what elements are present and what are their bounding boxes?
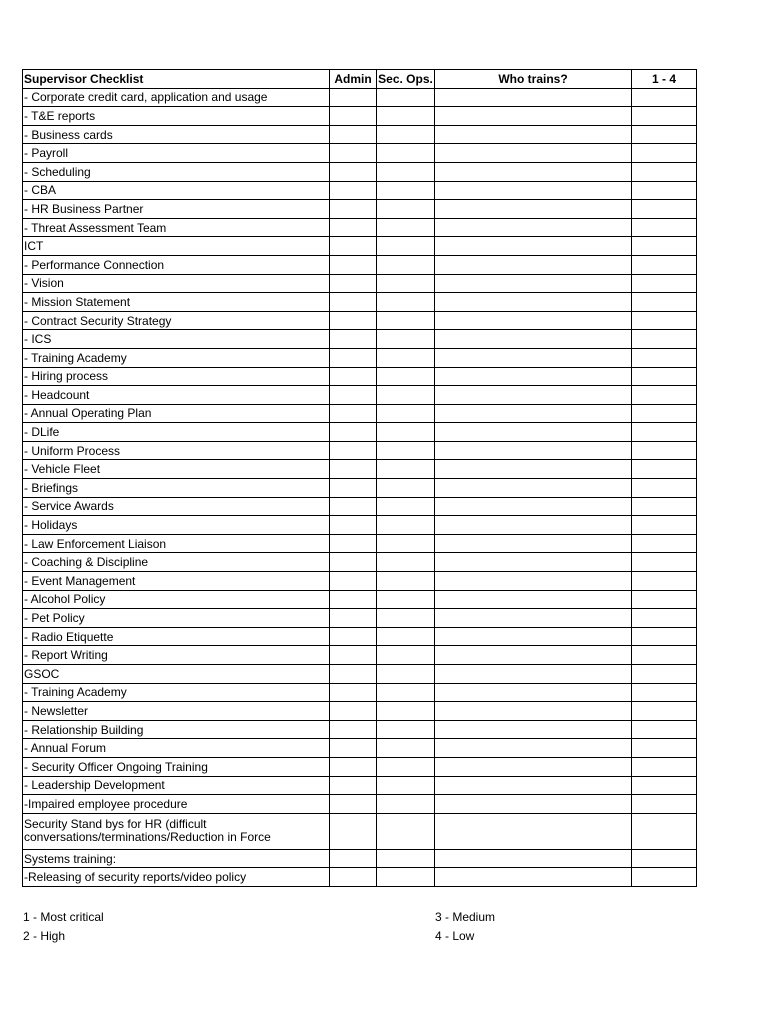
header-who-trains: Who trains? — [435, 70, 632, 89]
table-row — [23, 590, 697, 609]
checklist-item-label: - Performance Connection — [23, 255, 330, 274]
sec-ops-cell[interactable] — [377, 274, 435, 293]
admin-cell[interactable] — [330, 311, 377, 330]
sec-ops-cell[interactable] — [377, 646, 435, 665]
admin-cell[interactable] — [330, 572, 377, 591]
rating-cell[interactable] — [632, 162, 697, 181]
admin-cell[interactable] — [330, 627, 377, 646]
checklist-item-label: - Service Awards — [23, 497, 330, 516]
who-trains-cell[interactable] — [435, 479, 632, 498]
table-row — [23, 274, 697, 293]
rating-cell[interactable] — [632, 795, 697, 814]
rating-cell[interactable] — [632, 330, 697, 349]
admin-cell[interactable] — [330, 868, 377, 887]
table-row — [23, 757, 697, 776]
header-admin: Admin — [330, 70, 377, 89]
checklist-body — [23, 88, 697, 886]
table-row — [23, 572, 697, 591]
who-trains-cell[interactable] — [435, 720, 632, 739]
checklist-item-label: - Law Enforcement Liaison — [23, 534, 330, 553]
rating-cell[interactable] — [632, 274, 697, 293]
who-trains-cell[interactable] — [435, 404, 632, 423]
admin-cell[interactable] — [330, 609, 377, 628]
admin-cell[interactable] — [330, 237, 377, 256]
checklist-item-label: - Headcount — [23, 386, 330, 405]
who-trains-cell[interactable] — [435, 553, 632, 572]
rating-cell[interactable] — [632, 255, 697, 274]
rating-cell[interactable] — [632, 293, 697, 312]
table-row — [23, 367, 697, 386]
checklist-item-label: - Payroll — [23, 144, 330, 163]
admin-cell[interactable] — [330, 757, 377, 776]
admin-cell[interactable] — [330, 330, 377, 349]
table-row — [23, 144, 697, 163]
sec-ops-cell[interactable] — [377, 88, 435, 107]
rating-cell[interactable] — [632, 386, 697, 405]
who-trains-cell[interactable] — [435, 590, 632, 609]
legend-item: 4 - Low — [435, 929, 475, 943]
rating-cell[interactable] — [632, 553, 697, 572]
checklist-item-label: - Vehicle Fleet — [23, 460, 330, 479]
table-row — [23, 404, 697, 423]
rating-cell[interactable] — [632, 218, 697, 237]
rating-cell[interactable] — [632, 237, 697, 256]
sec-ops-cell[interactable] — [377, 627, 435, 646]
rating-cell[interactable] — [632, 460, 697, 479]
table-row — [23, 516, 697, 535]
sec-ops-cell[interactable] — [377, 125, 435, 144]
rating-cell[interactable] — [632, 181, 697, 200]
checklist-item-label: -Impaired employee procedure — [23, 795, 330, 814]
admin-cell[interactable] — [330, 107, 377, 126]
sec-ops-cell[interactable] — [377, 311, 435, 330]
sec-ops-cell[interactable] — [377, 849, 435, 868]
rating-cell[interactable] — [632, 88, 697, 107]
table-row — [23, 813, 697, 849]
checklist-item-label: - Radio Etiquette — [23, 627, 330, 646]
legend-left — [23, 908, 104, 946]
table-row — [23, 181, 697, 200]
who-trains-cell[interactable] — [435, 386, 632, 405]
who-trains-cell[interactable] — [435, 181, 632, 200]
who-trains-cell[interactable] — [435, 627, 632, 646]
who-trains-cell[interactable] — [435, 868, 632, 887]
rating-cell[interactable] — [632, 739, 697, 758]
table-row — [23, 200, 697, 219]
who-trains-cell[interactable] — [435, 125, 632, 144]
checklist-item-label: Security Stand bys for HR (difficult conversations/terminations/Reduction in Force — [23, 813, 330, 849]
table-row — [23, 107, 697, 126]
who-trains-cell[interactable] — [435, 776, 632, 795]
checklist-item-label: - Coaching & Discipline — [23, 553, 330, 572]
table-row — [23, 441, 697, 460]
table-row — [23, 720, 697, 739]
admin-cell[interactable] — [330, 665, 377, 684]
checklist-item-label: -Releasing of security reports/video policy — [23, 868, 330, 887]
admin-cell[interactable] — [330, 516, 377, 535]
rating-cell[interactable] — [632, 868, 697, 887]
table-row — [23, 609, 697, 628]
sec-ops-cell[interactable] — [377, 702, 435, 721]
admin-cell[interactable] — [330, 386, 377, 405]
sec-ops-cell[interactable] — [377, 218, 435, 237]
sec-ops-cell[interactable] — [377, 423, 435, 442]
admin-cell[interactable] — [330, 218, 377, 237]
sec-ops-cell[interactable] — [377, 293, 435, 312]
header-rating: 1 - 4 — [632, 70, 697, 89]
rating-cell[interactable] — [632, 144, 697, 163]
table-row — [23, 162, 697, 181]
rating-cell[interactable] — [632, 423, 697, 442]
admin-cell[interactable] — [330, 590, 377, 609]
checklist-item-label: - CBA — [23, 181, 330, 200]
sec-ops-cell[interactable] — [377, 683, 435, 702]
admin-cell[interactable] — [330, 200, 377, 219]
admin-cell[interactable] — [330, 720, 377, 739]
admin-cell[interactable] — [330, 255, 377, 274]
rating-cell[interactable] — [632, 479, 697, 498]
sec-ops-cell[interactable] — [377, 516, 435, 535]
checklist-item-label: - Vision — [23, 274, 330, 293]
admin-cell[interactable] — [330, 479, 377, 498]
sec-ops-cell[interactable] — [377, 181, 435, 200]
table-row — [23, 386, 697, 405]
sec-ops-cell[interactable] — [377, 237, 435, 256]
sec-ops-cell[interactable] — [377, 162, 435, 181]
checklist-item-label: - DLife — [23, 423, 330, 442]
sec-ops-cell[interactable] — [377, 776, 435, 795]
sec-ops-cell[interactable] — [377, 665, 435, 684]
sec-ops-cell[interactable] — [377, 813, 435, 849]
legend-item: 2 - High — [23, 929, 66, 943]
who-trains-cell[interactable] — [435, 702, 632, 721]
who-trains-cell[interactable] — [435, 311, 632, 330]
who-trains-cell[interactable] — [435, 665, 632, 684]
rating-cell[interactable] — [632, 348, 697, 367]
who-trains-cell[interactable] — [435, 609, 632, 628]
checklist-item-label: - Corporate credit card, application and usage — [23, 88, 330, 107]
rating-cell[interactable] — [632, 404, 697, 423]
checklist-item-label: - Pet Policy — [23, 609, 330, 628]
checklist-item-label: - Holidays — [23, 516, 330, 535]
checklist-item-label: - Annual Forum — [23, 739, 330, 758]
rating-cell[interactable] — [632, 534, 697, 553]
sec-ops-cell[interactable] — [377, 553, 435, 572]
checklist-item-label: - Contract Security Strategy — [23, 311, 330, 330]
who-trains-cell[interactable] — [435, 200, 632, 219]
checklist-item-label: - Newsletter — [23, 702, 330, 721]
admin-cell[interactable] — [330, 813, 377, 849]
who-trains-cell[interactable] — [435, 367, 632, 386]
rating-cell[interactable] — [632, 720, 697, 739]
checklist-item-label: - T&E reports — [23, 107, 330, 126]
checklist-item-label: - Annual Operating Plan — [23, 404, 330, 423]
table-row — [23, 739, 697, 758]
sec-ops-cell[interactable] — [377, 609, 435, 628]
table-row — [23, 330, 697, 349]
sec-ops-cell[interactable] — [377, 460, 435, 479]
table-row — [23, 255, 697, 274]
admin-cell[interactable] — [330, 460, 377, 479]
rating-cell[interactable] — [632, 107, 697, 126]
sec-ops-cell[interactable] — [377, 367, 435, 386]
admin-cell[interactable] — [330, 776, 377, 795]
sec-ops-cell[interactable] — [377, 497, 435, 516]
table-row — [23, 683, 697, 702]
admin-cell[interactable] — [330, 348, 377, 367]
admin-cell[interactable] — [330, 144, 377, 163]
table-row — [23, 88, 697, 107]
rating-cell[interactable] — [632, 702, 697, 721]
sec-ops-cell[interactable] — [377, 739, 435, 758]
table-row — [23, 534, 697, 553]
admin-cell[interactable] — [330, 646, 377, 665]
who-trains-cell[interactable] — [435, 795, 632, 814]
checklist-item-label: - Mission Statement — [23, 293, 330, 312]
checklist-item-label: - Training Academy — [23, 683, 330, 702]
table-row — [23, 460, 697, 479]
who-trains-cell[interactable] — [435, 757, 632, 776]
supervisor-checklist-table — [22, 69, 697, 887]
table-row — [23, 849, 697, 868]
admin-cell[interactable] — [330, 534, 377, 553]
rating-cell[interactable] — [632, 776, 697, 795]
table-row — [23, 237, 697, 256]
who-trains-cell[interactable] — [435, 348, 632, 367]
rating-cell[interactable] — [632, 813, 697, 849]
who-trains-cell[interactable] — [435, 88, 632, 107]
who-trains-cell[interactable] — [435, 441, 632, 460]
admin-cell[interactable] — [330, 293, 377, 312]
sec-ops-cell[interactable] — [377, 590, 435, 609]
admin-cell[interactable] — [330, 88, 377, 107]
admin-cell[interactable] — [330, 423, 377, 442]
checklist-item-label: Systems training: — [23, 849, 330, 868]
who-trains-cell[interactable] — [435, 218, 632, 237]
who-trains-cell[interactable] — [435, 144, 632, 163]
table-row — [23, 627, 697, 646]
sec-ops-cell[interactable] — [377, 720, 435, 739]
checklist-item-label: - Briefings — [23, 479, 330, 498]
rating-cell[interactable] — [632, 665, 697, 684]
who-trains-cell[interactable] — [435, 534, 632, 553]
table-row — [23, 125, 697, 144]
checklist-item-label: - Uniform Process — [23, 441, 330, 460]
who-trains-cell[interactable] — [435, 423, 632, 442]
admin-cell[interactable] — [330, 441, 377, 460]
sec-ops-cell[interactable] — [377, 255, 435, 274]
who-trains-cell[interactable] — [435, 813, 632, 849]
rating-cell[interactable] — [632, 311, 697, 330]
admin-cell[interactable] — [330, 125, 377, 144]
admin-cell[interactable] — [330, 553, 377, 572]
rating-cell[interactable] — [632, 646, 697, 665]
table-row — [23, 795, 697, 814]
who-trains-cell[interactable] — [435, 162, 632, 181]
who-trains-cell[interactable] — [435, 572, 632, 591]
rating-cell[interactable] — [632, 590, 697, 609]
who-trains-cell[interactable] — [435, 107, 632, 126]
admin-cell[interactable] — [330, 274, 377, 293]
admin-cell[interactable] — [330, 683, 377, 702]
checklist-item-label: - Business cards — [23, 125, 330, 144]
admin-cell[interactable] — [330, 849, 377, 868]
who-trains-cell[interactable] — [435, 255, 632, 274]
who-trains-cell[interactable] — [435, 497, 632, 516]
checklist-item-label: - Report Writing — [23, 646, 330, 665]
who-trains-cell[interactable] — [435, 646, 632, 665]
legend-item: 1 - Most critical — [23, 910, 104, 924]
sec-ops-cell[interactable] — [377, 534, 435, 553]
sec-ops-cell[interactable] — [377, 386, 435, 405]
who-trains-cell[interactable] — [435, 849, 632, 868]
who-trains-cell[interactable] — [435, 330, 632, 349]
sec-ops-cell[interactable] — [377, 107, 435, 126]
table-row — [23, 423, 697, 442]
checklist-item-label: - HR Business Partner — [23, 200, 330, 219]
checklist-item-label: GSOC — [23, 665, 330, 684]
checklist-item-label: - Threat Assessment Team — [23, 218, 330, 237]
checklist-item-label: - Training Academy — [23, 348, 330, 367]
who-trains-cell[interactable] — [435, 516, 632, 535]
admin-cell[interactable] — [330, 702, 377, 721]
sec-ops-cell[interactable] — [377, 348, 435, 367]
legend-item: 3 - Medium — [435, 910, 496, 924]
checklist-item-label: - Security Officer Ongoing Training — [23, 757, 330, 776]
who-trains-cell[interactable] — [435, 683, 632, 702]
header-row — [23, 70, 697, 89]
table-row — [23, 646, 697, 665]
table-row — [23, 479, 697, 498]
rating-cell[interactable] — [632, 757, 697, 776]
table-row — [23, 665, 697, 684]
who-trains-cell[interactable] — [435, 460, 632, 479]
table-row — [23, 776, 697, 795]
table-row — [23, 702, 697, 721]
table-row — [23, 218, 697, 237]
who-trains-cell[interactable] — [435, 293, 632, 312]
rating-cell[interactable] — [632, 572, 697, 591]
checklist-item-label: - ICS — [23, 330, 330, 349]
rating-cell[interactable] — [632, 441, 697, 460]
admin-cell[interactable] — [330, 162, 377, 181]
legend-right — [435, 908, 495, 946]
sec-ops-cell[interactable] — [377, 479, 435, 498]
checklist-item-label: - Relationship Building — [23, 720, 330, 739]
sec-ops-cell[interactable] — [377, 757, 435, 776]
checklist-item-label: - Scheduling — [23, 162, 330, 181]
admin-cell[interactable] — [330, 497, 377, 516]
rating-cell[interactable] — [632, 627, 697, 646]
admin-cell[interactable] — [330, 367, 377, 386]
admin-cell[interactable] — [330, 181, 377, 200]
rating-cell[interactable] — [632, 367, 697, 386]
sec-ops-cell[interactable] — [377, 795, 435, 814]
sec-ops-cell[interactable] — [377, 868, 435, 887]
table-row — [23, 348, 697, 367]
rating-cell[interactable] — [632, 683, 697, 702]
sec-ops-cell[interactable] — [377, 572, 435, 591]
rating-cell[interactable] — [632, 516, 697, 535]
rating-cell[interactable] — [632, 849, 697, 868]
checklist-item-label: - Leadership Development — [23, 776, 330, 795]
checklist-item-label: ICT — [23, 237, 330, 256]
who-trains-cell[interactable] — [435, 739, 632, 758]
checklist-item-label: - Alcohol Policy — [23, 590, 330, 609]
admin-cell[interactable] — [330, 404, 377, 423]
rating-cell[interactable] — [632, 497, 697, 516]
table-row — [23, 868, 697, 887]
admin-cell[interactable] — [330, 795, 377, 814]
rating-cell[interactable] — [632, 609, 697, 628]
sec-ops-cell[interactable] — [377, 441, 435, 460]
table-row — [23, 497, 697, 516]
checklist-item-label: - Hiring process — [23, 367, 330, 386]
who-trains-cell[interactable] — [435, 274, 632, 293]
sec-ops-cell[interactable] — [377, 404, 435, 423]
who-trains-cell[interactable] — [435, 237, 632, 256]
table-row — [23, 553, 697, 572]
sec-ops-cell[interactable] — [377, 144, 435, 163]
header-sec-ops: Sec. Ops. — [377, 70, 435, 89]
checklist-item-label: - Event Management — [23, 572, 330, 591]
sec-ops-cell[interactable] — [377, 330, 435, 349]
rating-cell[interactable] — [632, 200, 697, 219]
sec-ops-cell[interactable] — [377, 200, 435, 219]
table-row — [23, 311, 697, 330]
rating-cell[interactable] — [632, 125, 697, 144]
header-supervisor-checklist: Supervisor Checklist — [23, 70, 330, 89]
admin-cell[interactable] — [330, 739, 377, 758]
table-row — [23, 293, 697, 312]
